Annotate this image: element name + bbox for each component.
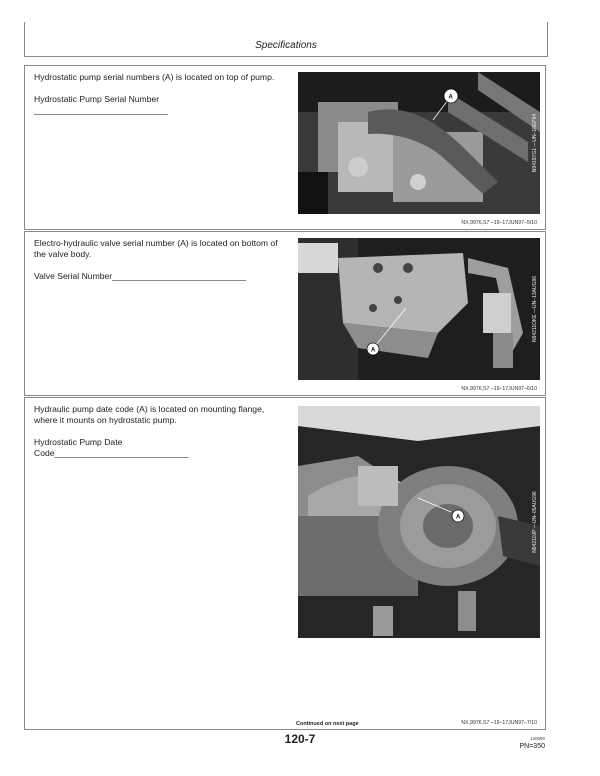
footer-code: 120690 (529, 736, 545, 741)
page-title: Specifications (255, 40, 317, 51)
callout-a-label: A (371, 347, 376, 354)
continued-note: Continued on next page (296, 721, 359, 727)
page-number: 120-7 (284, 732, 316, 746)
section-text (34, 72, 279, 116)
field-label: Hydrostatic Pump Serial Number (34, 94, 160, 104)
reference-code: NX,9976,S7 –19–17JUN97–6/10 (461, 386, 537, 392)
callout-a-label: A (456, 514, 461, 521)
photo-code: N94197G1 —UN–18EP94 (532, 113, 538, 173)
section-text (34, 404, 279, 459)
instruction-text: Electro-hydraulic valve serial number (A) is located on bottom of the valve body. (34, 238, 278, 259)
callout-a-label: A (448, 94, 453, 101)
section-hydraulic-pump-date-code (24, 397, 546, 730)
photo-code: N94210JP —UN–05AUG96 (532, 491, 538, 553)
field-blank-line: Code____________________________ (34, 448, 189, 458)
section-text (34, 238, 279, 282)
page-header-frame (24, 22, 548, 57)
section-hydrostatic-pump-serial (24, 65, 546, 230)
reference-code: NX,9976,S7 –19–17JUN97–7/10 (461, 720, 537, 726)
hydraulic-valve-photo (298, 238, 540, 380)
field-label: Hydrostatic Pump Date (34, 437, 123, 447)
instruction-text: Hydraulic pump date code (A) is located on mounting flange, where it mounts on hydrostatic pump. (34, 404, 265, 425)
field-label: Valve Serial Number____________________________ (34, 271, 246, 281)
section-valve-serial (24, 231, 546, 396)
instruction-text: Hydrostatic pump serial numbers (A) is located on top of pump. (34, 72, 275, 82)
field-blank-line: ____________________________ (34, 105, 168, 115)
hydrostatic-pump-photo (298, 72, 540, 214)
reference-code: NX,9976,S7 –19–17JUN97–5/10 (461, 220, 537, 226)
footer-pn: PN=350 (519, 743, 545, 750)
hydraulic-pump-photo (298, 406, 540, 638)
photo-code: N94211OKE —UN–13AUG96 (532, 275, 538, 343)
